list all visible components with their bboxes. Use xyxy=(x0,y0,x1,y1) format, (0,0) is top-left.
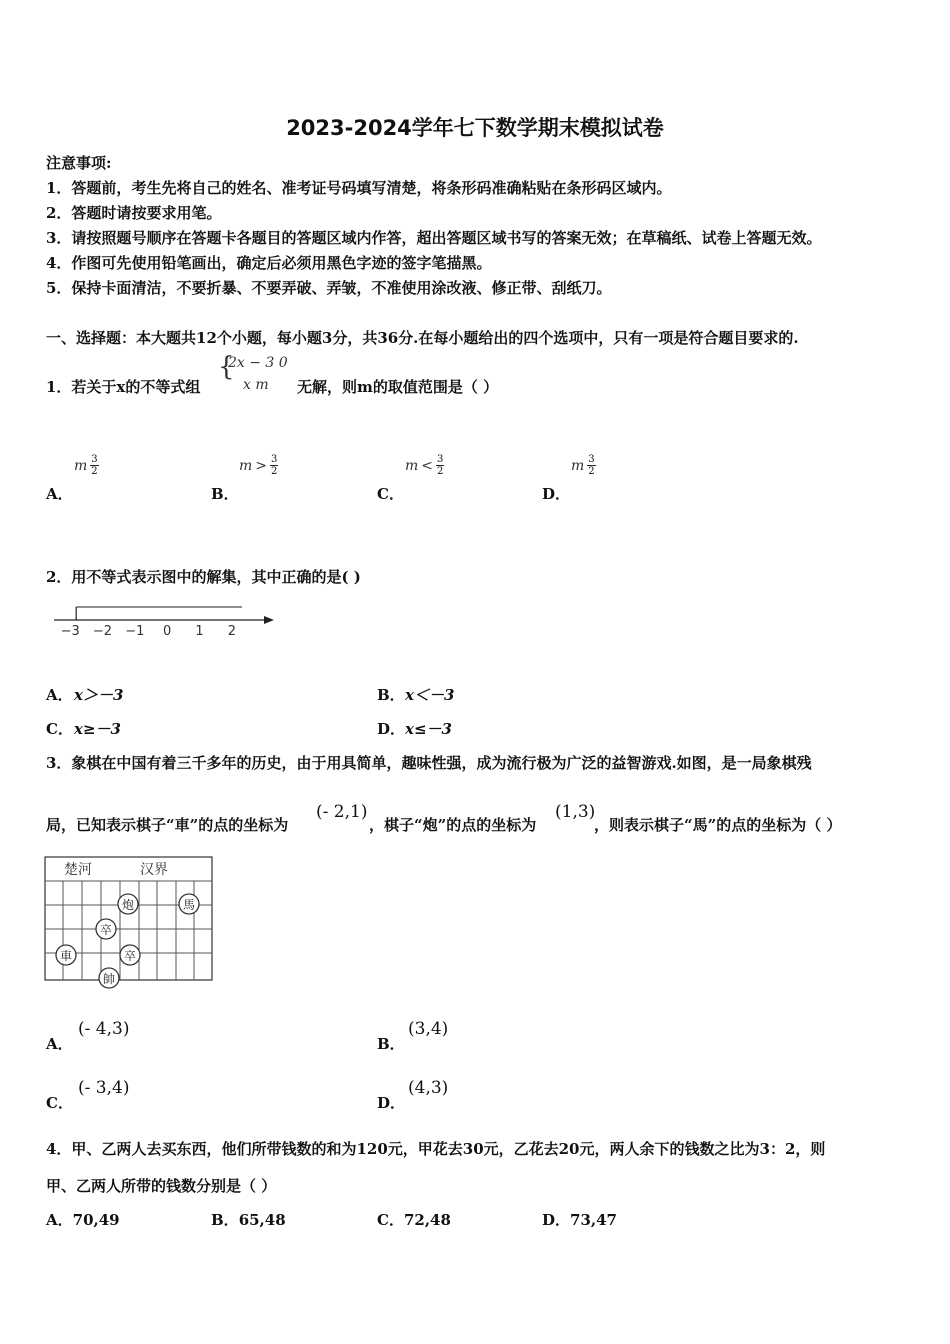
river-right-text: 汉界 xyxy=(140,862,168,878)
q2-option-c-text: x≥－3 xyxy=(74,720,121,738)
q1-system-line1: 2x − 3 0 xyxy=(228,355,288,371)
q1-option-b-label: B． xyxy=(211,485,239,503)
piece-che xyxy=(56,945,76,965)
piece-shuai xyxy=(99,968,119,988)
number-line-tick-label: 2 xyxy=(227,624,236,639)
river-left-text: 楚河 xyxy=(64,862,92,878)
q2-option-a-label: A． xyxy=(46,686,73,704)
svg-text:馬: 馬 xyxy=(182,898,196,912)
q3-option-d-label: D． xyxy=(377,1094,406,1112)
number-line-tick-label: −3 xyxy=(60,624,80,639)
chess-board xyxy=(44,856,216,992)
q4-option-c: C．72,48 xyxy=(377,1211,451,1229)
number-line-tick-label: 1 xyxy=(195,624,204,639)
number-line-tick-label: −1 xyxy=(125,624,145,639)
page-title: 2023-2024学年七下数学期末模拟试卷 xyxy=(286,116,664,140)
q1-suffix: 无解，则m的取值范围是（ ） xyxy=(297,378,499,396)
q1-option-c-label: C． xyxy=(377,485,404,503)
notice-item-3: 3．请按照题号顺序在答题卡各题目的答题区域内作答，超出答题区域书写的答案无效；在草稿纸、试卷上答题无效。 xyxy=(46,229,822,247)
number-line-tick-label: −2 xyxy=(92,624,113,639)
notice-item-2: 2．答题时请按要求用笔。 xyxy=(46,204,222,222)
svg-text:車: 車 xyxy=(59,949,73,963)
piece-zu-2 xyxy=(120,945,140,965)
q3-line2-a: 局，已知表示棋子“車”的点的坐标为 xyxy=(46,816,289,834)
notice-heading: 注意事项: xyxy=(46,154,112,172)
q3-option-b-coord: (3,4) xyxy=(408,1019,449,1039)
number-line xyxy=(46,598,286,648)
q3-line2-c: ，则表示棋子“馬”的点的坐标为（ ） xyxy=(594,816,842,834)
q4-option-a: A．70,49 xyxy=(46,1211,120,1229)
q1-brace: { xyxy=(218,352,235,382)
piece-ma xyxy=(179,894,199,914)
q1-option-c-expr: m < $\frac{3}{2}$ xyxy=(405,454,444,477)
q3-option-b-label: B． xyxy=(377,1035,405,1053)
q3-option-a-label: A． xyxy=(46,1035,73,1053)
piece-pao xyxy=(118,894,138,914)
q2-text: 2．用不等式表示图中的解集，其中正确的是( ) xyxy=(46,568,361,586)
q4-line2: 甲、乙两人所带的钱数分别是（ ） xyxy=(46,1177,277,1195)
svg-text:帥: 帥 xyxy=(102,972,116,986)
q4-option-b: B．65,48 xyxy=(211,1211,286,1229)
q1-option-d-expr: m $\frac{3}{2}$ xyxy=(571,454,595,477)
q4-option-d: D．73,47 xyxy=(542,1211,617,1229)
q2-option-d-text: x≤－3 xyxy=(405,720,452,738)
number-line-tick-label: 0 xyxy=(163,624,172,639)
q3-line2-b: ，棋子“炮”的点的坐标为 xyxy=(369,816,537,834)
notice-item-1: 1．答题前，考生先将自己的姓名、准考证号码填写清楚，将条形码准确粘贴在条形码区域内。 xyxy=(46,179,672,197)
q3-coord-che: (- 2,1) xyxy=(316,802,368,822)
q2-option-a-text: x＞－3 xyxy=(74,686,124,704)
q3-coord-pao: (1,3) xyxy=(555,802,596,822)
q1-system-line2: x m xyxy=(243,377,269,393)
q1-prefix: 1．若关于x的不等式组 xyxy=(46,378,201,396)
q3-line1: 3．象棋在中国有着三千多年的历史，由于用具简单，趣味性强，成为流行极为广泛的益智游戏.如图，是一局象棋残 xyxy=(46,754,812,772)
q1-option-b-expr: m > $\frac{3}{2}$ xyxy=(239,454,278,477)
svg-text:炮: 炮 xyxy=(121,898,135,912)
q2-option-d-label: D． xyxy=(377,720,406,738)
q2-option-b-text: x＜－3 xyxy=(405,686,455,704)
piece-zu-1 xyxy=(96,919,116,939)
q4-line1: 4．甲、乙两人去买东西，他们所带钱数的和为120元，甲花去30元，乙花去20元，两人余下的钱数之比为3：2，则 xyxy=(46,1140,826,1158)
q3-option-c-coord: (- 3,4) xyxy=(78,1078,130,1098)
q3-option-a-coord: (- 4,3) xyxy=(78,1019,130,1039)
q2-option-c-label: C． xyxy=(46,720,73,738)
number-line-arrow xyxy=(264,616,274,624)
q3-option-c-label: C． xyxy=(46,1094,73,1112)
q1-option-a-label: A． xyxy=(46,485,73,503)
notice-item-5: 5．保持卡面清洁，不要折暴、不要弄破、弄皱，不准使用涂改液、修正带、刮纸刀。 xyxy=(46,279,612,297)
q1-option-d-label: D． xyxy=(542,485,571,503)
svg-text:卒: 卒 xyxy=(123,949,137,963)
q3-option-d-coord: (4,3) xyxy=(408,1078,449,1098)
notice-item-4: 4．作图可先使用铅笔画出，确定后必须用黑色字迹的签字笔描黑。 xyxy=(46,254,492,272)
svg-text:卒: 卒 xyxy=(99,923,113,937)
q2-option-b-label: B． xyxy=(377,686,405,704)
q1-option-a-expr: m $\frac{3}{2}$ xyxy=(74,454,98,477)
section-heading: 一、选择题：本大题共12个小题，每小题3分，共36分.在每小题给出的四个选项中，只有一项是符合题目要求的. xyxy=(46,329,799,347)
